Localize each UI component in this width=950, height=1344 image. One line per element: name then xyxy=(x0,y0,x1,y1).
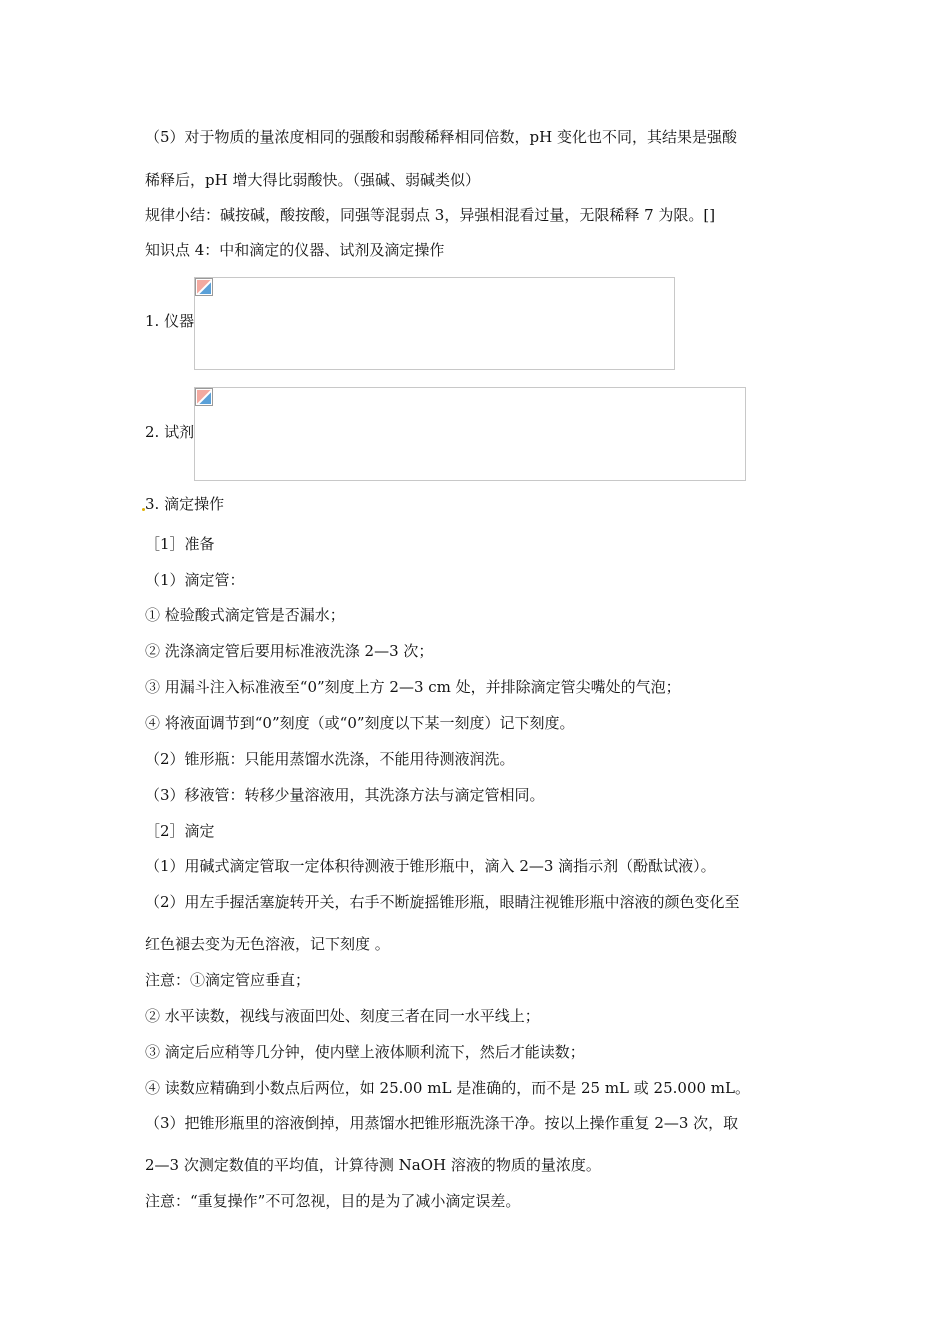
subsection-heading: 3. 滴定操作 xyxy=(145,495,225,513)
list-item: 红色褪去变为无色溶液，记下刻度 。 xyxy=(145,935,390,953)
list-item: （2）用左手握活塞旋转开关，右手不断旋摇锥形瓶，眼睛注视锥形瓶中溶液的颜色变化至 xyxy=(145,893,740,911)
list-item: （3）移液管：转移少量溶液用，其洗涤方法与滴定管相同。 xyxy=(145,786,545,804)
item-label-instruments: 1. 仪器 xyxy=(145,312,195,330)
note-line: ③ 滴定后应稍等几分钟，使内壁上液体顺利流下，然后才能读数； xyxy=(145,1043,585,1061)
list-item: ① 检验酸式滴定管是否漏水； xyxy=(145,606,345,624)
list-item: ② 洗涤滴定管后要用标准液洗涤 2—3 次； xyxy=(145,642,434,660)
section-heading: 知识点 4：中和滴定的仪器、试剂及滴定操作 xyxy=(145,241,445,259)
note-line: 注意：“重复操作”不可忽视，目的是为了减小滴定误差。 xyxy=(145,1192,521,1210)
list-item: ③ 用漏斗注入标准液至“0”刻度上方 2—3 cm 处，并排除滴定管尖嘴处的气泡； xyxy=(145,678,681,696)
list-item: （2）锥形瓶：只能用蒸馏水洗涤，不能用待测液润洗。 xyxy=(145,750,515,768)
note-line: ② 水平读数，视线与液面凹处、刻度三者在同一水平线上； xyxy=(145,1007,540,1025)
list-item: （1）用碱式滴定管取一定体积待测液于锥形瓶中，滴入 2—3 滴指示剂（酚酞试液）。 xyxy=(145,857,716,875)
list-item: （1）滴定管： xyxy=(145,571,245,589)
reagents-image-placeholder xyxy=(194,387,746,481)
step-heading: ［2］滴定 xyxy=(145,822,215,840)
note-line: ④ 读数应精确到小数点后两位，如 25.00 mL 是准确的，而不是 25 mL 或 25.000 mL。 xyxy=(145,1079,750,1097)
paragraph-line: 稀释后，pH 增大得比弱酸快。（强碱、弱碱类似） xyxy=(145,171,480,189)
broken-image-icon xyxy=(195,388,213,406)
note-line: 注意：①滴定管应垂直； xyxy=(145,971,311,989)
paragraph-line: （5）对于物质的量浓度相同的强酸和弱酸稀释相同倍数，pH 变化也不同，其结果是强酸 xyxy=(145,128,737,146)
list-item: （3）把锥形瓶里的溶液倒掉，用蒸馏水把锥形瓶洗涤干净。按以上操作重复 2—3 次，取 xyxy=(145,1114,739,1132)
instruments-image-placeholder xyxy=(194,277,675,370)
broken-image-icon xyxy=(195,278,213,296)
rule-summary: 规律小结：碱按碱，酸按酸，同强等混弱点 3，异强相混看过量，无限稀释 7 为限。[] xyxy=(145,206,716,224)
list-item: ④ 将液面调节到“0”刻度（或“0”刻度以下某一刻度）记下刻度。 xyxy=(145,714,575,732)
step-heading: ［1］准备 xyxy=(145,535,215,553)
list-item: 2—3 次测定数值的平均值，计算待测 NaOH 溶液的物质的量浓度。 xyxy=(145,1156,601,1174)
item-label-reagents: 2. 试剂 xyxy=(145,423,195,441)
